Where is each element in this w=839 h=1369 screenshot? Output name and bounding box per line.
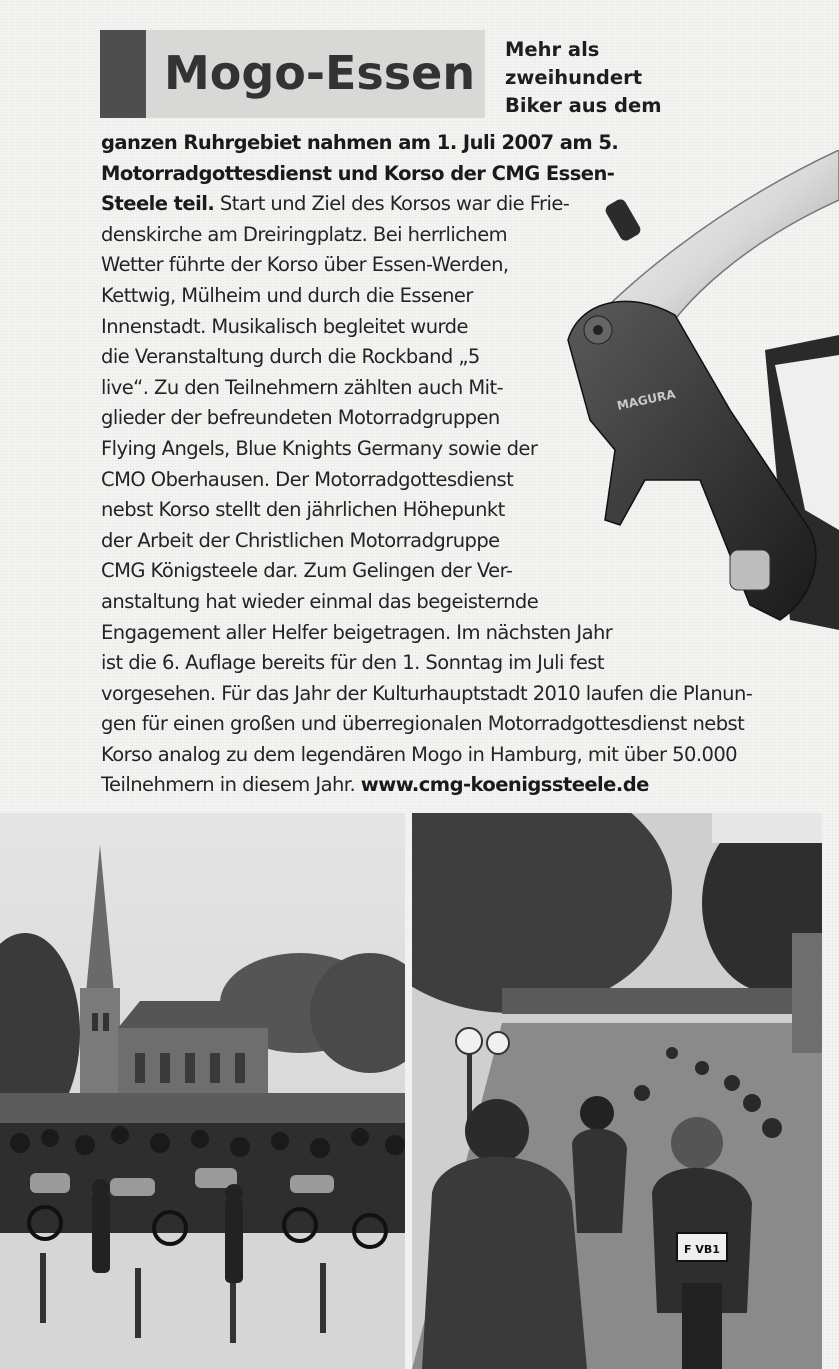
body-line (101, 373, 821, 404)
body-line-text: denskirche am Dreiringplatz. Bei herrlichem (101, 222, 508, 246)
body-line-text: ist die 6. Auflage bereits für den 1. Sonntag im Juli fest (101, 651, 604, 675)
body-line-text: gen für einen großen und überregionalen Motorradgottesdienst nebst (101, 712, 745, 736)
body-line (101, 648, 821, 679)
photo-motorcycle-convoy (412, 813, 822, 1369)
lead-line-3: Biker aus dem (505, 94, 662, 117)
body-line (101, 495, 821, 526)
body-line-text: Teilnehmern in diesem Jahr. (101, 773, 361, 797)
body-line (101, 403, 821, 434)
body-line-text: Start und Ziel des Korsos war die Frie- (214, 192, 570, 216)
body-line (101, 679, 821, 710)
body-line-text: der Arbeit der Christlichen Motorradgruppe (101, 528, 500, 552)
body-line (101, 189, 821, 220)
body-line-text: vorgesehen. Für das Jahr der Kulturhauptstadt 2010 laufen die Planun- (101, 681, 753, 705)
body-line (101, 587, 821, 618)
body-line-text: die Veranstaltung durch die Rockband „5 (101, 345, 480, 369)
body-line-text: glieder der befreundeten Motorradgruppen (101, 406, 500, 430)
body-line (101, 740, 821, 771)
body-line (101, 770, 821, 801)
body-line (101, 159, 821, 190)
body-line-text: Flying Angels, Blue Knights Germany sowie der (101, 436, 538, 460)
body-line (101, 526, 821, 557)
lead-line-1: Mehr als (505, 38, 600, 61)
article-lead (505, 36, 675, 120)
body-line (101, 618, 821, 649)
body-line-text: anstaltung hat wieder einmal das begeisternde (101, 589, 539, 613)
body-line (101, 342, 821, 373)
body-line-text: nebst Korso stellt den jährlichen Höhepunkt (101, 498, 505, 522)
body-line (101, 465, 821, 496)
lead-line-2: zweihundert (505, 66, 643, 89)
article-body (101, 128, 821, 801)
body-line (101, 281, 821, 312)
title-accent-bar (100, 30, 146, 118)
website-link[interactable]: www.cmg-koenigssteele.de (360, 773, 649, 797)
body-line-text: Korso analog zu dem legendären Mogo in Hamburg, mit über 50.000 (101, 742, 738, 766)
body-line-text: Wetter führte der Korso über Essen-Werden, (101, 253, 509, 277)
body-line-text: CMG Königsteele dar. Zum Gelingen der Ver- (101, 559, 513, 583)
magura-brand-label: MAGURA (615, 386, 677, 413)
body-line (101, 556, 821, 587)
body-line-bold: ganzen Ruhrgebiet nahmen am 1. Juli 2007 am 5. (101, 131, 619, 154)
body-line-bold: Steele teil. (101, 192, 215, 216)
body-line (101, 220, 821, 251)
body-line-text: Engagement aller Helfer beigetragen. Im nächsten Jahr (101, 620, 613, 644)
body-line-text: Innenstadt. Musikalisch begleitet wurde (101, 314, 468, 338)
body-line-bold: Motorradgottesdienst und Korso der CMG Essen- (101, 161, 615, 185)
body-line (101, 128, 821, 159)
body-line (101, 250, 821, 281)
body-line (101, 434, 821, 465)
body-line-text: Kettwig, Mülheim und durch die Essener (101, 283, 473, 307)
photo-church-motorcycles (0, 813, 405, 1369)
body-line-text: CMO Oberhausen. Der Motorradgottesdienst (101, 467, 514, 491)
license-plate: F VB1 (684, 1243, 720, 1256)
body-line-text: live“. Zu den Teilnehmern zählten auch Mit- (101, 375, 504, 399)
body-line (101, 709, 821, 740)
body-line (101, 312, 821, 343)
article-title: Mogo-Essen (164, 46, 476, 100)
